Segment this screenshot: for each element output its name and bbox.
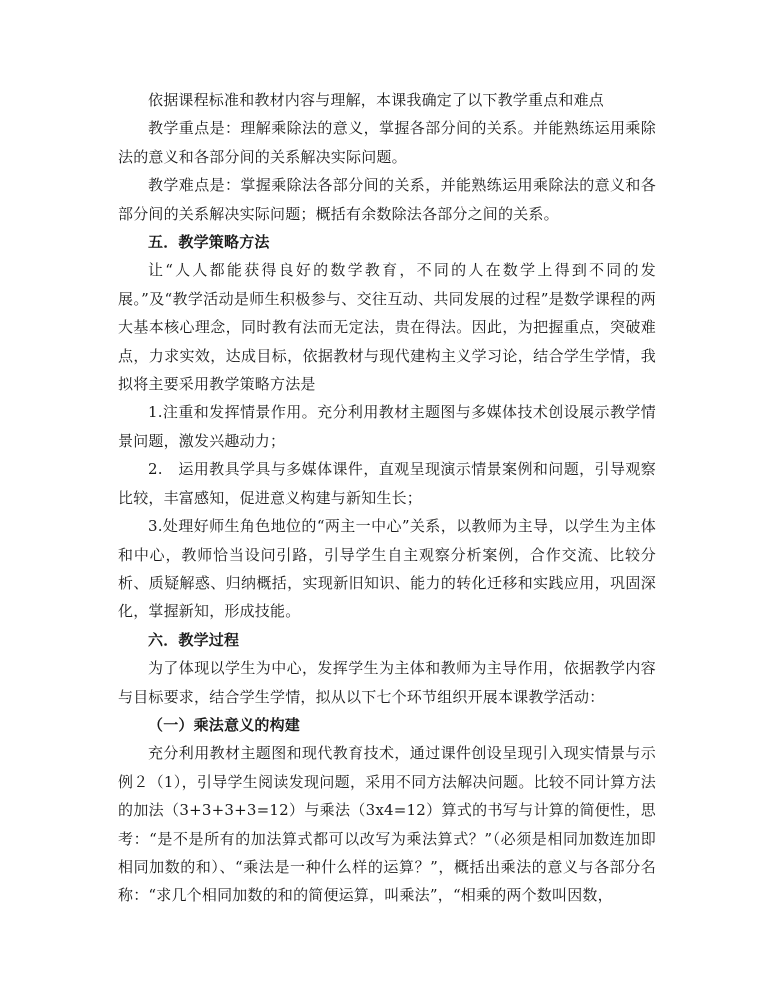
paragraph-strategy-2: 2. 运用教具学具与多媒体课件，直观呈现演示情景案例和问题，引导观察比较，丰富感知，促进意义构建与新知生长； — [118, 460, 656, 507]
paragraph-multiplication: 充分利用教材主题图和现代教育技术，通过课件创设呈现引入现实情景与示例２（1），引导学生阅读发现问题，采用不同方法解决问题。比较不同计算方法的加法（3+3+3+3=12）与乘法（3x4=12）算式的书写与计算的简便性，思考：“是不是所有的加法算式都可以改写为乘法算式？”（必须是相同加数连加即相同加数的和）、“乘法是一种什么样的运算？”，概括出乘法的意义与各部分名称：“求几个相同加数的和的简便运算，叫乘法”，“相乘的两个数叫因数， — [118, 744, 656, 905]
document-body — [118, 86, 656, 910]
paragraph-strategy-3: 3.处理好师生角色地位的“两主一中心”关系，以教师为主导，以学生为主体和中心，教师恰当设问引路，引导学生自主观察分析案例，合作交流、比较分析、质疑解惑、归纳概括，实现新旧知识、能力的转化迁移和实践应用，巩固深化，掌握新知，形成技能。 — [118, 517, 656, 621]
section-heading-strategy: 五．教学策略方法 — [148, 233, 270, 252]
paragraph-teaching-focus: 教学重点是：理解乘除法的意义，掌握各部分间的关系。并能熟练运用乘除法的意义和各部分间的关系解决实际问题。 — [118, 119, 656, 166]
paragraph-process-intro: 为了体现以学生为中心，发挥学生为主体和教师为主导作用，依据教学内容与目标要求，结合学生学情，拟从以下七个环节组织开展本课教学活动： — [118, 659, 656, 706]
paragraph-strategy-1: 1.注重和发挥情景作用。充分利用教材主题图与多媒体技术创设展示教学情景问题，激发兴趣动力； — [118, 403, 656, 450]
section-heading-process: 六．教学过程 — [148, 630, 240, 649]
paragraph-teaching-difficulty: 教学难点是：掌握乘除法各部分间的关系，并能熟练运用乘除法的意义和各部分间的关系解决实际问题；概括有余数除法各部分之间的关系。 — [118, 176, 656, 223]
paragraph-strategy-intro: 让“人人都能获得良好的数学教育，不同的人在数学上得到不同的发展。”及“教学活动是师生积极参与、交往互动、共同发展的过程”是数学课程的两大基本核心理念，同时教有法而无定法，贵在得法。因此，为把握重点，突破难点，力求实效，达成目标，依据教材与现代建构主义学习论，结合学生学情，我拟将主要采用教学策略方法是 — [118, 261, 656, 394]
paragraph-intro: 依据课程标准和教材内容与理解，本课我确定了以下教学重点和难点 — [148, 91, 605, 109]
subsection-heading-multiplication: （一）乘法意义的构建 — [148, 715, 301, 734]
